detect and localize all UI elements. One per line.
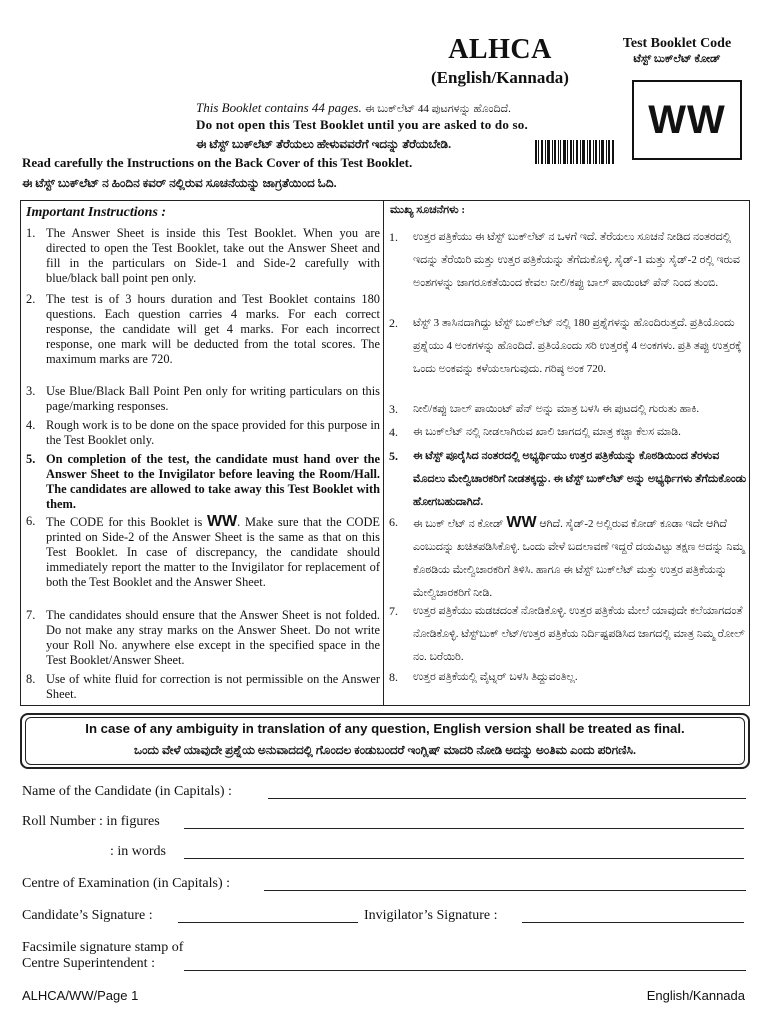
- instruction-text: ಟೆಸ್ಟ್ 3 ತಾಸಿನದಾಗಿದ್ದು ಟೆಸ್ಟ್ ಬುಕ್‌ಲೆಟ್ ನಲ್ಲಿ 180 ಪ್ರಶ್ನೆಗಳನ್ನು ಹೊಂದಿರುತ್ತದೆ. ಪ್ರತಿಯೊಂದು ಪ್ರಶ್ನೆಯು 4 ಅಂಕಗಳನ್ನು ಹೊಂದಿದೆ. ಪ್ರತಿಯೊಂದು ಸರಿ ಉತ್ತರಕ್ಕೆ 4 ಅಂಕಗಳು. ಪ್ರತಿ ತಪ್ಪು ಉತ್ತರಕ್ಕೆ ಒಂದು ಅಂಕವನ್ನು ಕಳೆಯಲಾಗುವುದು. ಗರಿಷ್ಠ ಅಂಕ 720.: [413, 317, 742, 375]
- instruction-kn-8: [389, 666, 747, 689]
- instruction-number: 8.: [26, 672, 36, 686]
- instruction-text: The Answer Sheet is inside this Test Booklet. When you are directed to open the Test Booklet, take out the Answer Sheet and fill in the particulars on Side-1 and Side-2 carefully with blue/black ball point pen only.: [46, 226, 380, 285]
- instruction-text-before: ಈ ಬುಕ್ ಲೆಟ್ ನ ಕೋಡ್: [413, 518, 504, 530]
- instruction-text: [46, 514, 380, 590]
- barcode-icon: [535, 140, 615, 164]
- instruction-number: 3.: [389, 402, 398, 416]
- instruction-number: 6.: [26, 514, 36, 528]
- instruction-en-6: [26, 514, 380, 590]
- roll-figures-field[interactable]: [184, 828, 744, 829]
- instruction-text: ಉತ್ತರ ಪತ್ರಿಕೆಯಲ್ಲಿ ವೈಟ್ನರ್ ಬಳಸಿ ತಿದ್ದುವಂತಿಲ್ಲ.: [413, 671, 578, 683]
- pages-info-en: This Booklet contains 44 pages.: [196, 100, 362, 115]
- instruction-kn-5: [389, 445, 747, 514]
- do-not-open-notice: Do not open this Test Booklet until you are asked to do so.: [196, 117, 528, 132]
- instruction-text-after: ಆಗಿದೆ. ಸೈಡ್-2 ಅಲ್ಲಿರುವ ಕೋಡ್ ಕೂಡಾ ಇದೇ ಆಗಿದೆ ಎಂಬುದನ್ನು ಖಚಿತಪಡಿಸಿಕೊಳ್ಳಿ. ಒಂದು ವೇಳೆ ಬದಲಾವಣೆ ಇದ್ದರೆ ದಯವಿಟ್ಟು ತಕ್ಷಣ ಅದನ್ನು ನಿಮ್ಮ ಕೊಠಡಿಯ ಮೇಲ್ವಿಚಾರಕರಿಗೆ ತಿಳಿಸಿ. ಹಾಗೂ ಈ ಟೆಸ್ಟ್ ಬುಕ್‌ಲೆಟ್ ಮತ್ತು ಉತ್ತರ ಪತ್ರಿಕೆಯನ್ನು ಮೇಲ್ವಿಚಾರಕರಿಗೆ ನೀಡಿ.: [413, 518, 745, 599]
- booklet-code-box: WW: [632, 80, 742, 160]
- instruction-text: ಈ ಟೆಸ್ಟ್ ಪೂರೈಸಿದ ನಂತರದಲ್ಲಿ ಅಭ್ಯರ್ಥಿಯು ಉತ್ತರ ಪತ್ರಿಕೆಯನ್ನು ಕೊಠಡಿಯಿಂದ ತೆರಳುವ ಮೊದಲು ಮೇಲ್ವಿಚಾರಕರಿಗೆ ನೀಡತಕ್ಕದ್ದು. ಈ ಟೆಸ್ಟ್ ಬುಕ್‌ಲೆಟ್ ಅನ್ನು ಅಭ್ಯರ್ಥಿಗಳು ತೆಗೆದುಕೊಂಡು ಹೋಗಬಹುದಾಗಿದೆ.: [413, 450, 747, 508]
- invigilator-signature-field[interactable]: [522, 922, 744, 923]
- instruction-number: 1.: [389, 230, 398, 244]
- instruction-text: Use Blue/Black Ball Point Pen only for writing particulars on this page/marking responses.: [46, 384, 380, 413]
- centre-label: Centre of Examination (in Capitals) :: [22, 876, 231, 891]
- booklet-title: ALHCA: [448, 34, 552, 65]
- instructions-divider: [383, 200, 384, 706]
- facsimile-field[interactable]: [184, 970, 746, 971]
- candidate-signature-field[interactable]: [178, 922, 358, 923]
- roll-words-field[interactable]: [184, 858, 744, 859]
- page-footer-left: ALHCA/WW/Page 1: [22, 988, 139, 1003]
- ambiguity-note-kn: ಒಂದು ವೇಳೆ ಯಾವುದೇ ಪ್ರಶ್ನೆಯ ಅನುವಾದದಲ್ಲಿ ಗೊಂದಲ ಕಂಡುಬಂದರೆ ಇಂಗ್ಲಿಷ್ ಮಾದರಿ ನೋಡಿ ಅದನ್ನು ಅಂತಿಮ ಎಂದು ಪರಿಗಣಿಸಿ.: [134, 743, 636, 757]
- instruction-en-5: [26, 452, 380, 512]
- instruction-text: [413, 511, 747, 605]
- read-carefully-notice-kannada: ಈ ಟೆಸ್ಟ್ ಬುಕ್‌ಲೆಟ್ ನ ಹಿಂದಿನ ಕವರ್ ನಲ್ಲಿರುವ ಸೂಚನೆಯನ್ನು ಜಾಗ್ರತೆಯಿಂದ ಓದಿ.: [22, 176, 337, 190]
- roll-figures-label: Roll Number : in figures: [22, 814, 160, 829]
- instruction-text: ನೀಲಿ/ಕಪ್ಪು ಬಾಲ್ ಪಾಯಿಂಟ್ ಪೆನ್ ಅನ್ನು ಮಾತ್ರ ಬಳಸಿ ಈ ಪುಟದಲ್ಲಿ ಗುರುತು ಹಾಕಿ.: [413, 403, 700, 415]
- candidate-name-label: Name of the Candidate (in Capitals) :: [22, 784, 232, 799]
- instruction-text-after: . Make sure that the CODE printed on Side-2 of the Answer Sheet is the same as that on this Test Booklet. In case of discrepancy, the candidate should immediately report the matter to the Invigilator for replacement of both the Test Booklet and the Answer Sheet.: [46, 515, 380, 589]
- instruction-text: ಈ ಬುಕ್‌ಲೆಟ್ ನಲ್ಲಿ ನೀಡಲಾಗಿರುವ ಖಾಲಿ ಜಾಗದಲ್ಲಿ ಮಾತ್ರ ಕಚ್ಚಾ ಕೆಲಸ ಮಾಡಿ.: [413, 426, 681, 438]
- read-carefully-notice: Read carefully the Instructions on the Back Cover of this Test Booklet.: [22, 155, 413, 170]
- instruction-kn-7: [389, 600, 747, 669]
- instruction-text: ಉತ್ತರ ಪತ್ರಿಕೆಯು ಮಡಚದಂತೆ ನೋಡಿಕೊಳ್ಳಿ. ಉತ್ತರ ಪತ್ರಿಕೆಯ ಮೇಲೆ ಯಾವುದೇ ಕಲೆಯಾಗದಂತೆ ನೋಡಿಕೊಳ್ಳಿ. ಟೆಸ್ಟ್‌ಬುಕ್ ಲೆಟ್/ಉತ್ತರ ಪತ್ರಿಕೆಯ ನಿರ್ದಿಷ್ಟಪಡಿಸಿದ ಜಾಗದಲ್ಲಿ ಮಾತ್ರ ನಿಮ್ಮ ರೋಲ್ ನಂ. ಬರೆಯಿರಿ.: [413, 605, 745, 663]
- instruction-number: 7.: [26, 608, 36, 622]
- instruction-number: 4.: [26, 418, 36, 432]
- page-footer-right: English/Kannada: [646, 988, 745, 1003]
- centre-field[interactable]: [264, 890, 746, 891]
- instruction-number: 5.: [26, 452, 36, 466]
- instruction-kn-1: [389, 226, 747, 295]
- ambiguity-note-en: In case of any ambiguity in translation of any question, English version shall be treated as final.: [85, 721, 685, 736]
- instruction-en-3: [26, 384, 380, 414]
- instruction-number: 7.: [389, 604, 398, 618]
- facsimile-label-line1: Facsimile signature stamp of: [22, 940, 184, 955]
- instruction-number: 5.: [389, 449, 398, 463]
- instructions-heading-kn: ಮುಖ್ಯ ಸೂಚನೆಗಳು :: [390, 204, 465, 216]
- do-not-open-notice-kannada: ಈ ಟೆಸ್ಟ್ ಬುಕ್‌ಲೆಟ್ ತೆರೆಯಲು ಹೇಳುವವರೆಗೆ ಇದನ್ನು ತೆರೆಯಬೇಡಿ.: [196, 137, 452, 151]
- invigilator-signature-label: Invigilator’s Signature :: [364, 908, 498, 923]
- instruction-number: 3.: [26, 384, 36, 398]
- instruction-number: 1.: [26, 226, 36, 240]
- candidate-signature-label: Candidate’s Signature :: [22, 908, 153, 923]
- instruction-number: 2.: [389, 316, 398, 330]
- instruction-en-8: [26, 672, 380, 702]
- instruction-en-7: [26, 608, 380, 668]
- candidate-name-field[interactable]: [268, 798, 746, 799]
- facsimile-label-line2: Centre Superintendent :: [22, 956, 155, 971]
- instruction-number: 6.: [389, 515, 398, 529]
- instruction-text: The candidates should ensure that the Answer Sheet is not folded. Do not make any stray marks on the Answer Sheet. Do not write your Roll No. anywhere else except in the specified space in the Test Booklet/Answer Sheet.: [46, 608, 380, 667]
- instruction-text: Rough work is to be done on the space provided for this purpose in the Test Booklet only.: [46, 418, 380, 447]
- instruction-text: The test is of 3 hours duration and Test Booklet contains 180 questions. Each question carries 4 marks. For each correct response, the candidate will get 4 marks. For each incorrect response, one mark will be deducted from the total scores. The maximum marks are 720.: [46, 292, 380, 366]
- booklet-code-inline: WW: [206, 513, 238, 530]
- instruction-en-2: [26, 292, 380, 367]
- booklet-code-label-kannada: ಟೆಸ್ಟ್ ಬುಕ್‌ಲೆಟ್ ಕೋಡ್: [633, 53, 721, 65]
- instruction-en-1: [26, 226, 380, 286]
- instruction-en-4: [26, 418, 380, 448]
- instruction-kn-4: [389, 421, 747, 444]
- instruction-number: 2.: [26, 292, 36, 306]
- instruction-text-before: The CODE for this Booklet is: [46, 515, 203, 529]
- instruction-kn-6: [389, 511, 747, 605]
- instruction-text: Use of white fluid for correction is not permissible on the Answer Sheet.: [46, 672, 380, 701]
- instruction-number: 4.: [389, 425, 398, 439]
- pages-info: [196, 100, 511, 116]
- language-subtitle: (English/Kannada): [431, 68, 569, 87]
- booklet-code-label: Test Booklet Code: [622, 36, 732, 51]
- instruction-text: On completion of the test, the candidate must hand over the Answer Sheet to the Invigilator before leaving the Room/Hall. The candidates are allowed to take away this Test Booklet with them.: [46, 452, 380, 511]
- instruction-number: 8.: [389, 670, 398, 684]
- pages-info-kn: ಈ ಬುಕ್‌ಲೆಟ್ 44 ಪುಟಗಳನ್ನು ಹೊಂದಿದೆ.: [365, 103, 511, 115]
- booklet-code-inline: WW: [506, 514, 537, 531]
- instructions-heading-en: Important Instructions :: [26, 205, 167, 220]
- instruction-kn-2: [389, 312, 747, 381]
- instruction-text: ಉತ್ತರ ಪತ್ರಿಕೆಯು ಈ ಟೆಸ್ಟ್ ಬುಕ್‌ಲೆಟ್ ನ ಒಳಗೆ ಇದೆ. ತೆರೆಯಲು ಸೂಚನೆ ನೀಡಿದ ನಂತರದಲ್ಲಿ ಇದನ್ನು ತೆರೆಯಿರಿ ಮತ್ತು ಉತ್ತರ ಪತ್ರಿಕೆಯನ್ನು ತೆಗೆದುಕೊಳ್ಳಿ. ಸೈಡ್-1 ಮತ್ತು ಸೈಡ್-2 ರಲ್ಲಿ ಇರುವ ಅಂಶಗಳನ್ನು ಜಾಗರೂಕತೆಯಿಂದ ಕೇವಲ ನೀಲಿ/ಕಪ್ಪು ಬಾಲ್ ಪಾಯಿಂಟ್ ಪೆನ್ ನಿಂದ ತುಂಬಿ.: [413, 231, 740, 289]
- instruction-kn-3: [389, 398, 747, 421]
- roll-words-label: : in words: [110, 844, 166, 859]
